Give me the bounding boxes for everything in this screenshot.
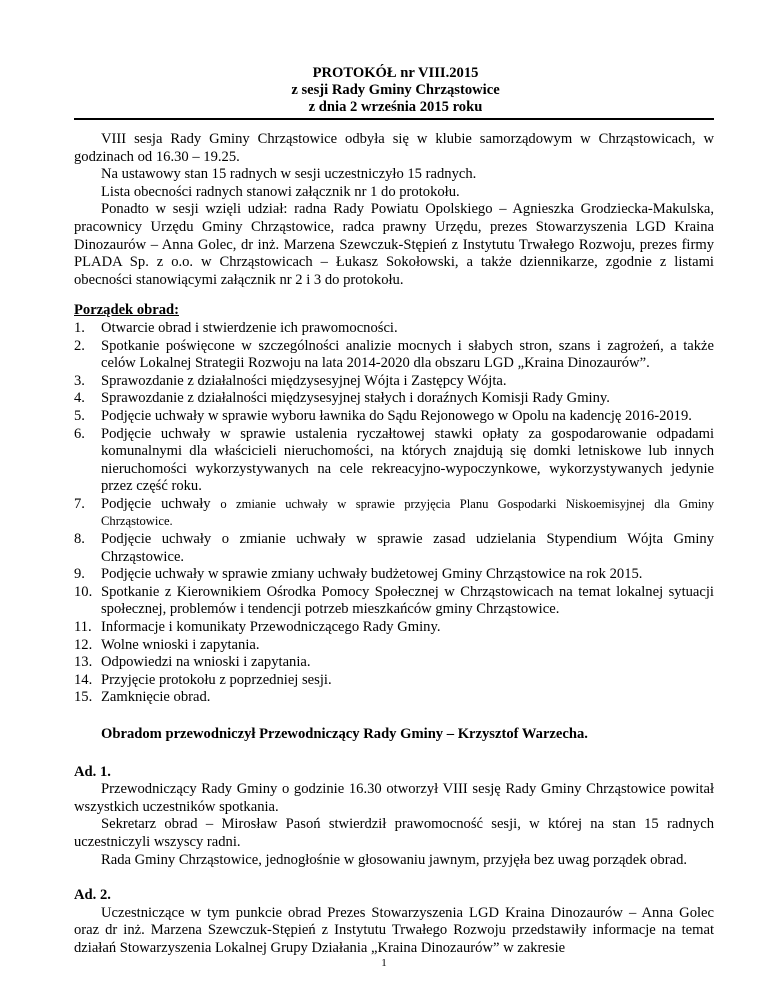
agenda-item-number: 6. (74, 425, 85, 442)
agenda-item-number: 7. (74, 495, 85, 512)
agenda-item-number: 13. (74, 654, 93, 671)
header-divider (74, 118, 714, 120)
document-subtitle: z sesji Rady Gminy Chrząstowice (291, 82, 500, 98)
chairman-line: Obradom przewodniczył Przewodniczący Rady Gminy – Krzysztof Warzecha. (101, 726, 588, 742)
agenda-item (74, 496, 714, 531)
agenda-item (74, 426, 714, 496)
intro-section (74, 131, 714, 289)
agenda-item-number: 5. (74, 407, 85, 424)
agenda-item-number: 15. (74, 689, 93, 706)
agenda-item (74, 373, 714, 391)
agenda-item-text: Spotkanie poświęcone w szczególności analizie mocnych i słabych stron, szans i zagrożeń, a także celów Lokalnej Strategii Rozwoju na lata 2014-2020 dla obszaru LGD „Kraina Dinozaurów”. (101, 337, 714, 372)
agenda-heading: Porządek obrad: (74, 302, 179, 319)
agenda-item-text: Podjęcie uchwały o zmianie uchwały w sprawie zasad udzielania Stypendium Wójta Gminy Chrząstowice. (101, 531, 714, 565)
document-body (74, 65, 714, 958)
agenda-item (74, 566, 714, 584)
intro-paragraph: Lista obecności radnych stanowi załącznik nr 1 do protokołu. (101, 183, 460, 200)
ad1-section (74, 764, 714, 870)
agenda-item (74, 637, 714, 655)
agenda-item-text: Zamknięcie obrad. (101, 689, 211, 706)
agenda-item-number: 1. (74, 319, 85, 336)
agenda-item-text: Podjęcie uchwały w sprawie ustalenia ryczałtowej stawki opłaty za gospodarowanie odpadami komunalnymi dla właścicieli nieruchomości, na których znajdują się domki letniskowe lub innych nieruchomości wykorzystywanych na cele rekreacyjno-wypoczynkowe, wykorzystywanych jedynie przez część roku. (101, 425, 714, 495)
agenda-item (74, 619, 714, 637)
agenda-item-number: 8. (74, 531, 85, 548)
agenda-item-text: Podjęcie uchwały w sprawie zmiany uchwały budżetowej Gminy Chrząstowice na rok 2015. (101, 566, 643, 583)
agenda-item (74, 390, 714, 408)
agenda-item-text: Sprawozdanie z działalności międzysesyjnej stałych i doraźnych Komisji Rady Gminy. (101, 390, 610, 407)
document-date: z dnia 2 września 2015 roku (308, 99, 483, 115)
agenda-item (74, 338, 714, 373)
agenda-item-text: Przyjęcie protokołu z poprzedniej sesji. (101, 671, 332, 688)
ad1-paragraph: Przewodniczący Rady Gminy o godzinie 16.30 otworzył VIII sesję Rady Gminy Chrząstowice powitał wszystkich uczestników spotkania. (74, 781, 714, 815)
intro-paragraph: Na ustawowy stan 15 radnych w sesji uczestniczyło 15 radnych. (101, 166, 477, 183)
agenda-item-number: 9. (74, 566, 85, 583)
agenda-item-text: Sprawozdanie z działalności międzysesyjnej Wójta i Zastępcy Wójta. (101, 372, 507, 389)
ad1-paragraph: Sekretarz obrad – Mirosław Pasoń stwierdził prawomocność sesji, w której na stan 15 radnych uczestniczyli wszyscy radni. (74, 816, 714, 850)
agenda-item (74, 531, 714, 566)
agenda-item-text: Podjęcie uchwały (101, 495, 211, 512)
agenda-item-text-small: o zmianie uchwały w sprawie przyjęcia Planu Gospodarki Niskoemisyjnej dla Gminy Chrząstowice. (101, 496, 714, 529)
ad2-heading: Ad. 2. (74, 887, 111, 904)
ad2-paragraph: Uczestniczące w tym punkcie obrad Prezes Stowarzyszenia LGD Kraina Dinozaurów – Anna Golec oraz dr inż. Marzena Szewczuk-Stępień z Instytutu Trwałego Rozwoju przedstawiły informacje na temat działań Stowarzyszenia Lokalnej Grupy Działania „Kraina Dinozaurów” w zakresie (74, 904, 714, 956)
document-header (77, 65, 714, 116)
agenda-item-number: 11. (74, 619, 92, 636)
agenda-item (74, 408, 714, 426)
agenda-item-text: Odpowiedzi na wnioski i zapytania. (101, 654, 311, 671)
intro-paragraph: VIII sesja Rady Gminy Chrząstowice odbyła się w klubie samorządowym w Chrząstowicach, w godzinach od 16.30 – 19.25. (74, 131, 714, 165)
agenda-item-number: 2. (74, 337, 85, 354)
ad1-paragraph: Rada Gminy Chrząstowice, jednogłośnie w głosowaniu jawnym, przyjęła bez uwag porządek obrad. (101, 851, 688, 868)
agenda-item-number: 3. (74, 372, 85, 389)
agenda-list (74, 320, 714, 707)
agenda-item-text: Podjęcie uchwały w sprawie wyboru ławnika do Sądu Rejonowego w Opolu na kadencję 2016-2019. (101, 407, 692, 424)
agenda-item-text: Spotkanie z Kierownikiem Ośrodka Pomocy Społecznej w Chrząstowicach na temat lokalnej sytuacji społecznej, problemów i tendencji potrzeb mieszkańców gminy Chrząstowice. (101, 583, 714, 618)
agenda-item (74, 672, 714, 690)
agenda-item-number: 4. (74, 390, 85, 407)
agenda-item-text: Informacje i komunikaty Przewodniczącego Rady Gminy. (101, 619, 441, 636)
agenda-item-number: 14. (74, 671, 93, 688)
agenda-item (74, 584, 714, 619)
intro-paragraph: Ponadto w sesji wzięli udział: radna Rady Powiatu Opolskiego – Agnieszka Grodziecka-Makulska, pracownicy Urzędu Gminy Chrząstowice, radca prawny Urzędu, prezes Stowarzyszenia LGD Kraina Dinozaurów – Anna Golec, dr inż. Marzena Szewczuk-Stępień z Instytutu Trwałego Rozwoju, prezes firmy PLADA Sp. z o.o. w Chrząstowicach – Łukasz Sokołowski, a także dziennikarze, zgodnie z listami obecności stanowiącymi załącznik nr 2 i 3 do protokołu. (74, 201, 714, 288)
agenda-item-number: 10. (74, 583, 93, 600)
page-number: 1 (381, 957, 387, 969)
agenda-item (74, 689, 714, 707)
ad2-section (74, 887, 714, 957)
agenda-item (74, 320, 714, 338)
agenda-item-text: Wolne wnioski i zapytania. (101, 636, 260, 653)
ad1-heading: Ad. 1. (74, 763, 111, 780)
agenda-item (74, 654, 714, 672)
agenda-item-text: Otwarcie obrad i stwierdzenie ich prawomocności. (101, 319, 398, 336)
agenda-item-number: 12. (74, 636, 93, 653)
document-title: PROTOKÓŁ nr VIII.2015 (312, 65, 479, 81)
